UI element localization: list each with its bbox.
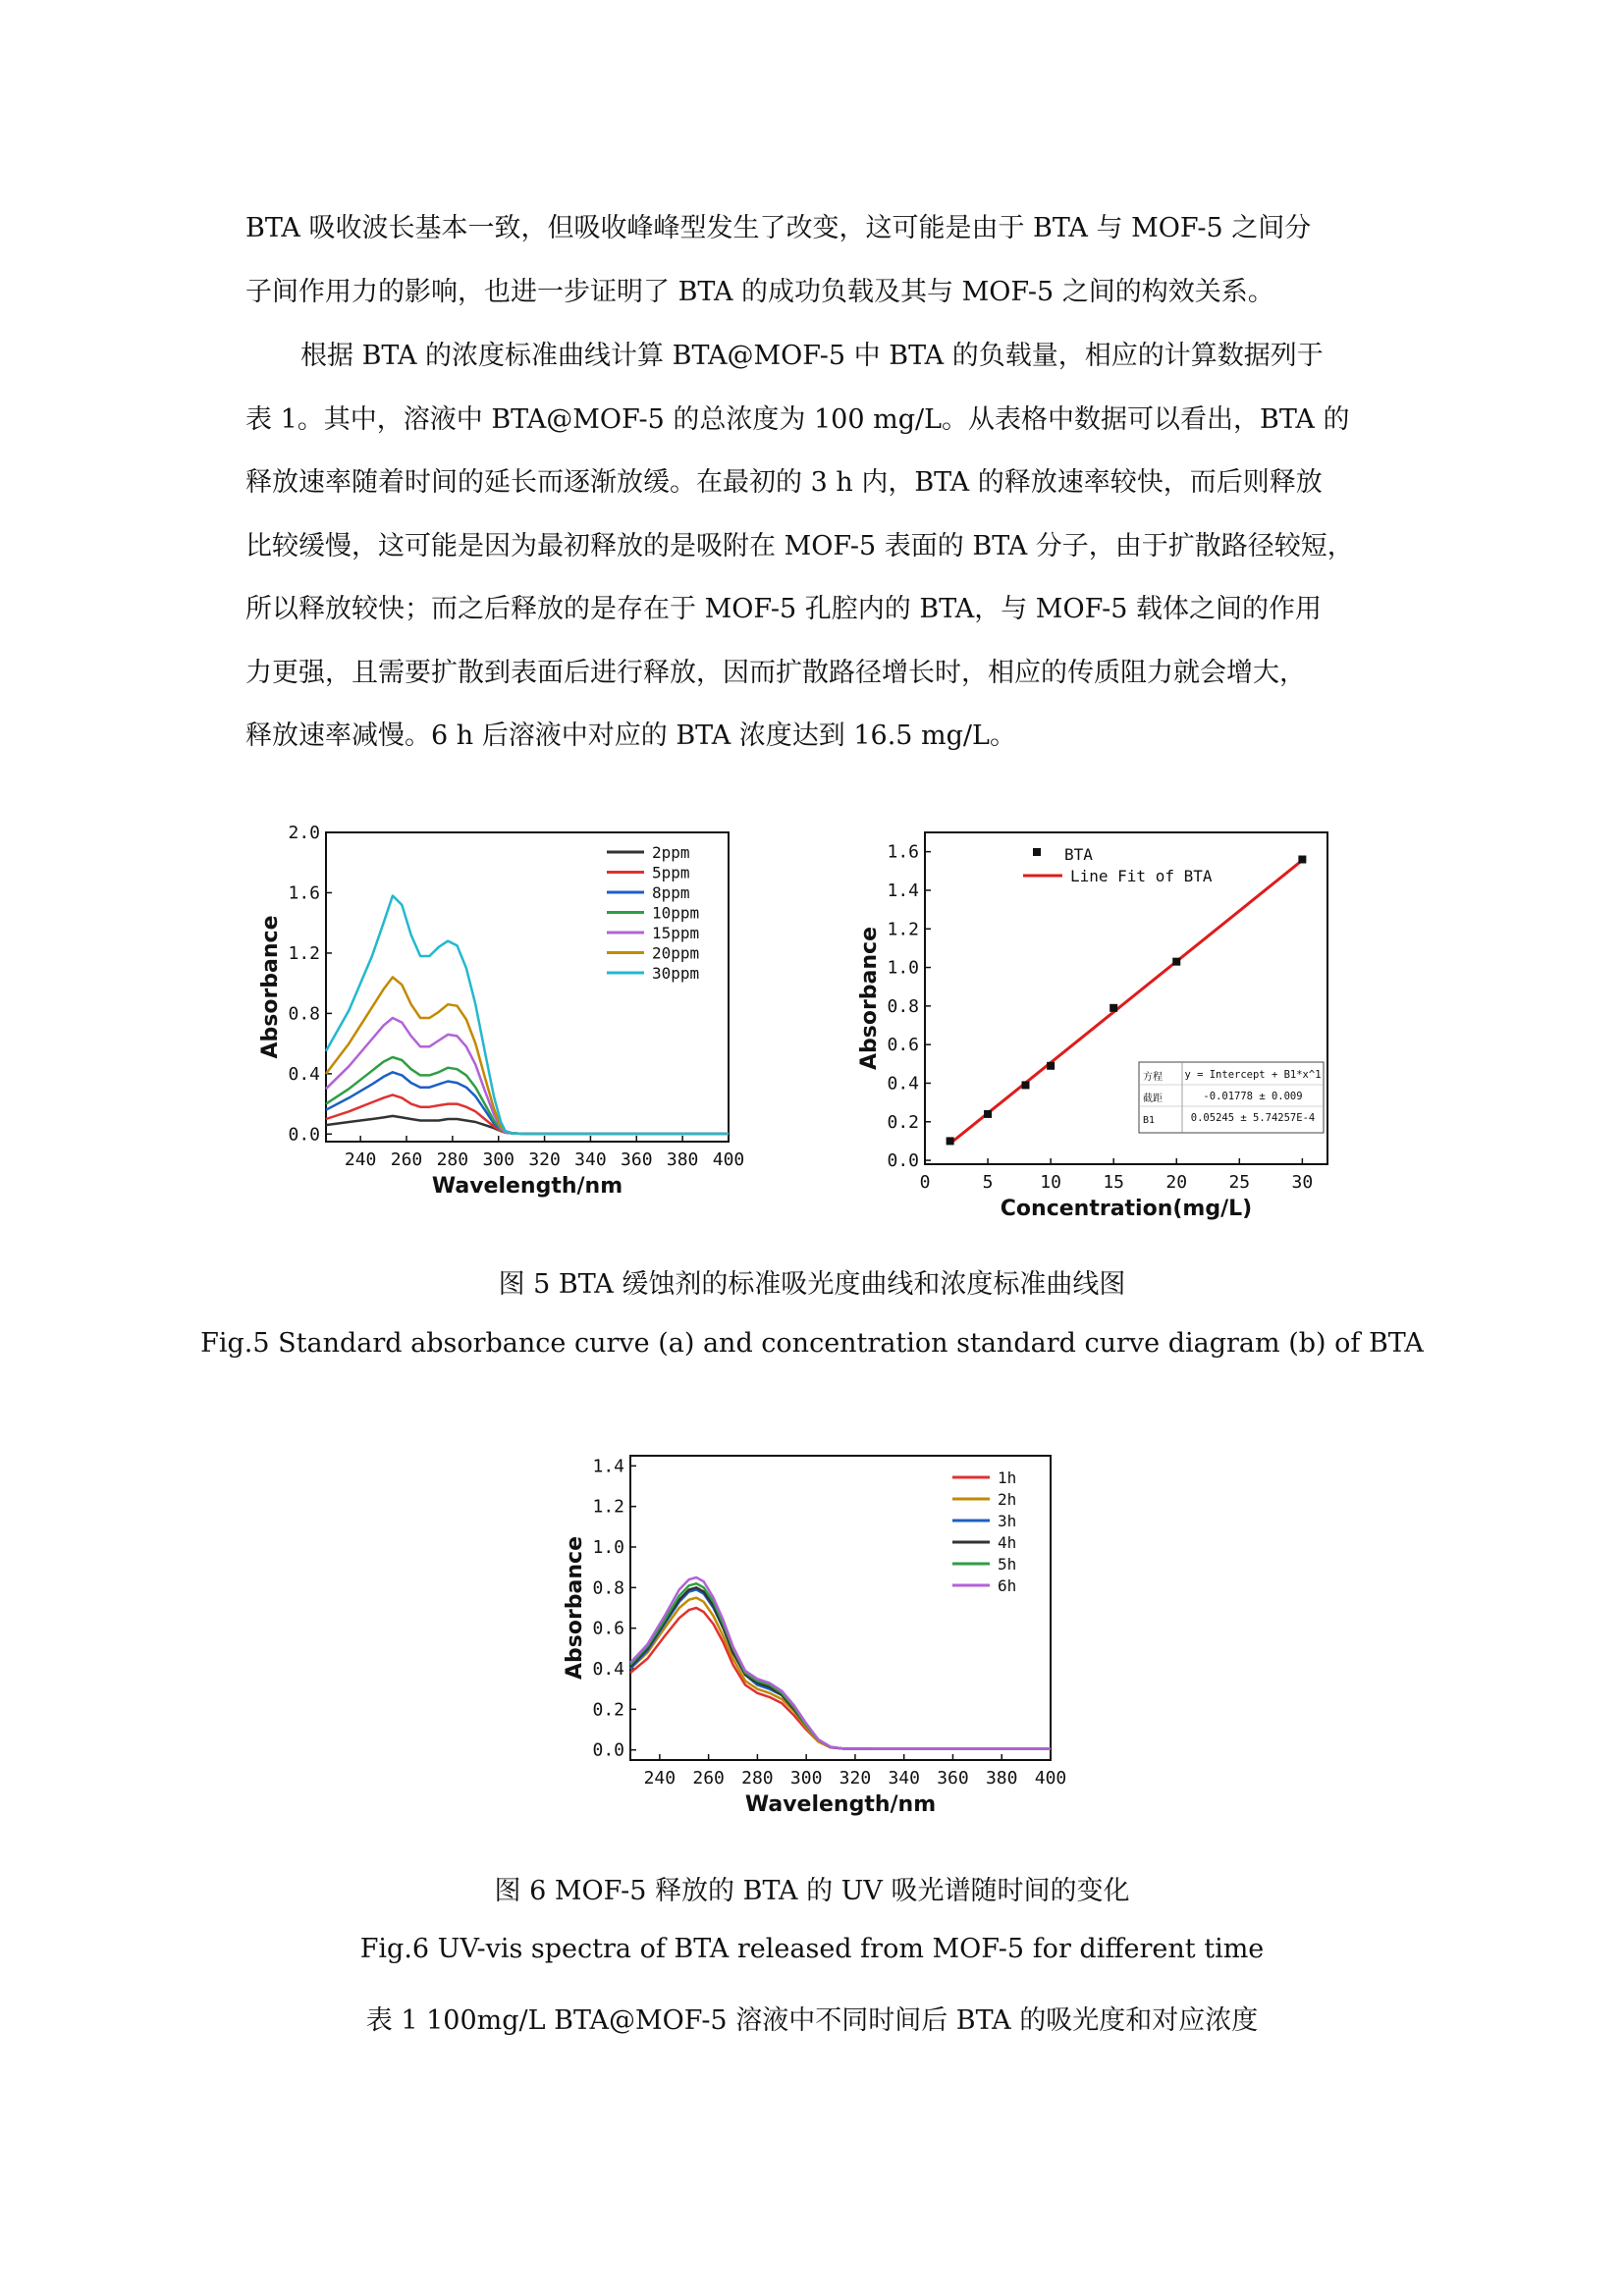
fit-table-label: 截距 — [1143, 1094, 1163, 1104]
x-tick-label: 280 — [741, 1768, 774, 1789]
series-line-8ppm — [326, 1072, 729, 1134]
figure-6-caption-en: Fig.6 UV-vis spectra of BTA released from MOF-5 for different time — [359, 1934, 1265, 1964]
x-tick-label: 380 — [666, 1149, 699, 1170]
y-tick-label: 0.8 — [288, 1003, 320, 1025]
legend-label-10ppm: 10ppm — [652, 903, 700, 923]
y-tick-label: 0.8 — [592, 1577, 624, 1599]
y-axis-label: Absorbance — [258, 915, 283, 1059]
y-tick-label: 0.4 — [288, 1063, 320, 1085]
series-line-1h — [630, 1608, 1051, 1749]
x-tick-label: 260 — [692, 1768, 725, 1789]
absorbance-standard-chart — [245, 815, 756, 1227]
legend-label-20ppm: 20ppm — [652, 943, 700, 963]
concentration-standard-chart — [844, 815, 1355, 1227]
y-tick-label: 1.6 — [288, 882, 320, 904]
x-axis-label: Wavelength/nm — [431, 1174, 623, 1199]
legend-label-6h: 6h — [998, 1576, 1017, 1595]
legend-label-15ppm: 15ppm — [652, 924, 700, 942]
paragraph-2 — [245, 325, 1382, 769]
x-tick-label: 300 — [789, 1768, 823, 1789]
legend-marker-bta — [1033, 848, 1041, 856]
series-line-20ppm — [326, 978, 729, 1135]
series-line-2h — [630, 1598, 1051, 1749]
x-tick-label: 0 — [919, 1172, 931, 1193]
text-line: 释放速率减慢。6 h 后溶液中对应的 BTA 浓度达到 16.5 mg/L。 — [245, 721, 1016, 751]
y-tick-label: 0.8 — [887, 995, 919, 1017]
x-tick-label: 360 — [937, 1768, 969, 1789]
table-1-caption: 表 1 100mg/L BTA@MOF-5 溶液中不同时间后 BTA 的吸光度和对应浓度 — [365, 2005, 1259, 2036]
legend-label-8ppm: 8ppm — [652, 883, 690, 902]
y-tick-label: 1.4 — [592, 1456, 624, 1477]
y-tick-label: 0.6 — [887, 1035, 919, 1056]
legend-label-2h: 2h — [998, 1490, 1017, 1509]
y-tick-label: 0.2 — [887, 1111, 919, 1133]
series-line-10ppm — [326, 1057, 729, 1134]
series-line-4h — [630, 1587, 1051, 1748]
x-tick-label: 340 — [888, 1768, 920, 1789]
y-tick-label: 1.6 — [887, 841, 919, 863]
legend-label-3h: 3h — [998, 1512, 1017, 1530]
legend-label-4h: 4h — [998, 1533, 1017, 1552]
x-tick-label: 280 — [436, 1149, 469, 1170]
text-line: 释放速率随着时间的延长而逐渐放缓。在最初的 3 h 内，BTA 的释放速率较快，而后则释放 — [245, 467, 1323, 498]
y-tick-label: 0.0 — [887, 1150, 919, 1172]
series-line-3h — [630, 1589, 1051, 1748]
series-line-6h — [630, 1577, 1051, 1749]
text-line: 子间作用力的影响，也进一步证明了 BTA 的成功负载及其与 MOF-5 之间的构效关系。 — [245, 276, 1274, 307]
series-line-2ppm — [326, 1116, 729, 1134]
legend-label-5ppm: 5ppm — [652, 863, 690, 882]
x-tick-label: 20 — [1165, 1172, 1188, 1193]
fit-table-value: 0.05245 ± 5.74257E-4 — [1190, 1112, 1316, 1124]
x-axis-label: Wavelength/nm — [744, 1792, 937, 1817]
text-line: 力更强，且需要扩散到表面后进行释放，因而扩散路径增长时，相应的传质阻力就会增大， — [245, 657, 1306, 688]
data-point — [1022, 1081, 1030, 1089]
fit-table-label: 方程 — [1143, 1072, 1163, 1083]
x-tick-label: 5 — [982, 1172, 994, 1193]
y-tick-label: 0.4 — [887, 1073, 919, 1095]
x-tick-label: 400 — [712, 1149, 745, 1170]
legend-label-5h: 5h — [998, 1555, 1017, 1574]
x-tick-label: 240 — [344, 1149, 377, 1170]
text-line: BTA 吸收波长基本一致，但吸收峰峰型发生了改变，这可能是由于 BTA 与 MOF-5 之间分 — [245, 213, 1312, 243]
figure-5-caption-en: Fig.5 Standard absorbance curve (a) and concentration standard curve diagram (b) of BTA — [200, 1328, 1424, 1359]
y-tick-label: 0.4 — [592, 1659, 624, 1680]
x-tick-label: 320 — [839, 1768, 872, 1789]
paragraph-1 — [245, 197, 1382, 324]
series-line-5ppm — [326, 1095, 729, 1134]
fit-table-label: B1 — [1143, 1115, 1156, 1126]
y-tick-label: 2.0 — [288, 823, 320, 843]
text-line: 表 1。其中，溶液中 BTA@MOF-5 的总浓度为 100 mg/L。从表格中数据可以看出，BTA 的 — [245, 403, 1350, 435]
y-tick-label: 0.0 — [288, 1124, 320, 1146]
x-tick-label: 10 — [1040, 1172, 1061, 1193]
figure-6-caption-cn: 图 6 MOF-5 释放的 BTA 的 UV 吸光谱随时间的变化 — [494, 1876, 1130, 1906]
x-tick-label: 25 — [1228, 1172, 1251, 1193]
y-tick-label: 0.2 — [592, 1699, 624, 1721]
text-line: 根据 BTA 的浓度标准曲线计算 BTA@MOF-5 中 BTA 的负载量，相应的计算数据列于 — [300, 341, 1324, 371]
legend-label-bta: BTA — [1064, 845, 1093, 864]
y-tick-label: 1.0 — [887, 957, 919, 979]
x-tick-label: 30 — [1291, 1172, 1314, 1193]
y-tick-label: 1.2 — [592, 1496, 624, 1518]
text-line: 所以释放较快；而之后释放的是存在于 MOF-5 孔腔内的 BTA，与 MOF-5 载体之间的作用 — [245, 594, 1322, 624]
legend-label-fit: Line Fit of BTA — [1070, 867, 1213, 885]
data-point — [984, 1110, 992, 1118]
data-point — [1298, 856, 1306, 864]
data-point — [1172, 958, 1180, 966]
x-tick-label: 260 — [390, 1149, 423, 1170]
x-tick-label: 400 — [1034, 1768, 1067, 1789]
x-tick-label: 360 — [621, 1149, 653, 1170]
data-point — [1110, 1004, 1117, 1012]
fit-table-value: y = Intercept + B1*x^1 — [1184, 1069, 1322, 1081]
figure-5-caption-cn: 图 5 BTA 缓蚀剂的标准吸光度曲线和浓度标准曲线图 — [498, 1269, 1126, 1300]
x-tick-label: 320 — [528, 1149, 561, 1170]
x-tick-label: 240 — [643, 1768, 677, 1789]
x-tick-label: 15 — [1103, 1172, 1125, 1193]
x-tick-label: 300 — [482, 1149, 514, 1170]
y-tick-label: 1.0 — [592, 1537, 624, 1558]
y-tick-label: 1.2 — [288, 942, 320, 964]
x-tick-label: 380 — [985, 1768, 1018, 1789]
legend-label-1h: 1h — [998, 1468, 1017, 1487]
x-tick-label: 340 — [574, 1149, 607, 1170]
y-tick-label: 0.0 — [592, 1739, 624, 1761]
legend-label-2ppm: 2ppm — [652, 843, 690, 862]
text-line: 比较缓慢，这可能是因为最初释放的是吸附在 MOF-5 表面的 BTA 分子，由于扩散路径较短， — [245, 530, 1354, 561]
y-axis-label: Absorbance — [563, 1535, 587, 1681]
y-tick-label: 0.6 — [592, 1618, 624, 1639]
x-axis-label: Concentration(mg/L) — [1000, 1197, 1253, 1221]
y-axis-label: Absorbance — [857, 926, 882, 1071]
data-point — [1047, 1062, 1055, 1070]
release-spectra-chart — [550, 1438, 1080, 1850]
y-tick-label: 1.2 — [887, 919, 919, 940]
legend-label-30ppm: 30ppm — [652, 964, 700, 983]
y-tick-label: 1.4 — [887, 880, 919, 901]
fit-table-value: -0.01778 ± 0.009 — [1203, 1091, 1303, 1102]
data-point — [947, 1137, 954, 1145]
